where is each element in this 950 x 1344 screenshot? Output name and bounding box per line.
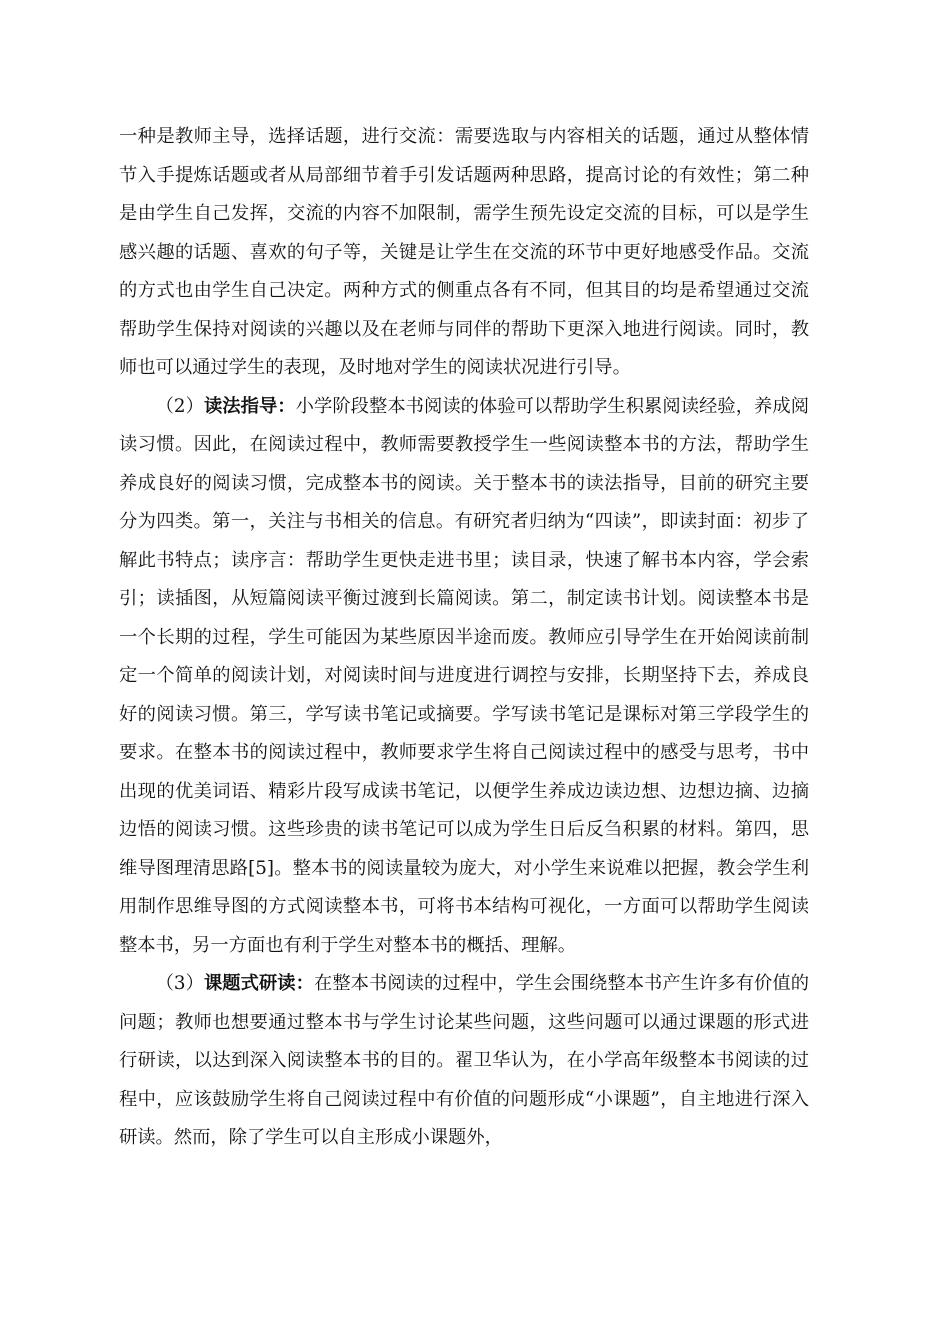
paragraph-number: （3） bbox=[155, 973, 204, 994]
paragraph-heading: 读法指导： bbox=[203, 395, 296, 417]
paragraph-topic-based-study bbox=[119, 965, 809, 1158]
paragraph-heading: 课题式研读： bbox=[203, 973, 314, 994]
paragraph-text: 在整本书阅读的过程中，学生会围绕整本书产生许多有价值的问题；教师也想要通过整本书与学生讨论某些问题，这些问题可以通过课题的形式进行研读，以达到深入阅读整本书的目的。翟卫华认为，在小学高年级整本书阅读的过程中，应该鼓励学生将自己阅读过程中有价值的问题形成“小课题”，自主地进行深入研读。然而，除了学生可以自主形成小课题外， bbox=[119, 973, 810, 1148]
paragraph-reading-method-guidance bbox=[119, 388, 809, 966]
body-text bbox=[119, 118, 809, 1158]
paragraph-continued bbox=[119, 118, 809, 388]
paragraph-number: （2） bbox=[155, 395, 204, 417]
paragraph-text: 小学阶段整本书阅读的体验可以帮助学生积累阅读经验，养成阅读习惯。因此，在阅读过程中，教师需要教授学生一些阅读整本书的方法，帮助学生养成良好的阅读习惯，完成整本书的阅读。关于整本书的读法指导，目前的研究主要分为四类。第一，关注与书相关的信息。有研究者归纳为“四读”，即读封面：初步了解此书特点；读序言：帮助学生更快走进书里；读目录，快速了解书本内容，学会索引；读插图，从短篇阅读平衡过渡到长篇阅读。第二，制定读书计划。阅读整本书是一个长期的过程，学生可能因为某些原因半途而废。教师应引导学生在开始阅读前制定一个简单的阅读计划，对阅读时间与进度进行调控与安排，长期坚持下去，养成良好的阅读习惯。第三，学写读书笔记或摘要。学写读书笔记是课标对第三学段学生的要求。在整本书的阅读过程中，教师要求学生将自己阅读过程中的感受与思考，书中出现的优美词语、精彩片段写成读书笔记，以便学生养成边读边想、边想边摘、边摘边悟的阅读习惯。这些珍贵的读书笔记可以成为学生日后反刍积累的材料。第四，思维导图理清思路[5]。整本书的阅读量较为庞大，对小学生来说难以把握，教会学生利用制作思维导图的方式阅读整本书，可将书本结构可视化，一方面可以帮助学生阅读整本书，另一方面也有利于学生对整本书的概括、理解。 bbox=[119, 395, 809, 956]
paragraph-text: 一种是教师主导，选择话题，进行交流：需要选取与内容相关的话题，通过从整体情节入手提炼话题或者从局部细节着手引发话题两种思路，提高讨论的有效性；第二种是由学生自己发挥，交流的内容不加限制，需学生预先设定交流的目标，可以是学生感兴趣的话题、喜欢的句子等，关键是让学生在交流的环节中更好地感受作品。交流的方式也由学生自己决定。两种方式的侧重点各有不同，但其目的均是希望通过交流帮助学生保持对阅读的兴趣以及在老师与同伴的帮助下更深入地进行阅读。同时，教师也可以通过学生的表现，及时地对学生的阅读状况进行引导。 bbox=[119, 126, 809, 378]
